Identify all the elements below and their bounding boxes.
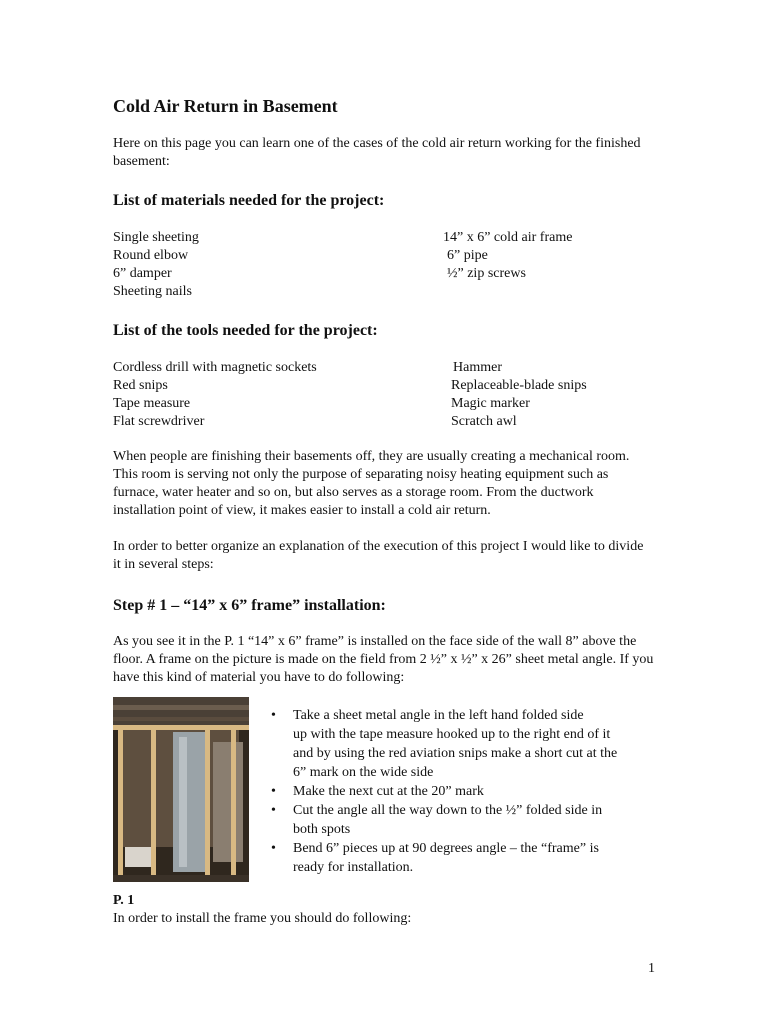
tools-heading: List of the tools needed for the project: xyxy=(113,322,378,339)
material-item: 6” pipe xyxy=(447,248,488,263)
tool-item: Magic marker xyxy=(451,396,530,411)
tool-item: Flat screwdriver xyxy=(113,414,205,429)
material-item: 14” x 6” cold air frame xyxy=(443,230,573,245)
tool-item: Hammer xyxy=(453,360,502,375)
step1-next-instruction: In order to install the frame you should do following: xyxy=(113,911,412,926)
step1-paragraph: As you see it in the P. 1 “14” x 6” frame” is installed on the face side of the wall 8” above the floor. A frame on the picture is made on the field from 2 ½” x ½” x 26” sheet metal angle. If you have this kind of material you have to do following: xyxy=(113,634,654,685)
materials-heading: List of materials needed for the project: xyxy=(113,192,385,209)
tool-item: Cordless drill with magnetic sockets xyxy=(113,360,317,375)
basement-frame-photo xyxy=(113,697,249,882)
intro-paragraph: Here on this page you can learn one of the cases of the cold air return working for the finished basement: xyxy=(113,136,641,169)
material-item: ½” zip screws xyxy=(447,266,526,281)
step1-instructions-list xyxy=(271,706,663,877)
tool-item: Tape measure xyxy=(113,396,191,411)
material-item: Single sheeting xyxy=(113,230,199,245)
bullet-icon: • xyxy=(271,803,276,818)
list-item: • Take a sheet metal angle in the left hand folded side up with the tape measure hooked up to the right end of it and by using the red aviation snips make a short cut at the 6” mark on the wide side xyxy=(271,708,618,780)
material-item: Round elbow xyxy=(113,248,189,263)
materials-left-column xyxy=(113,229,199,301)
tools-right-column xyxy=(451,359,587,431)
tool-item: Scratch awl xyxy=(451,414,517,429)
bullet-icon: • xyxy=(271,841,276,856)
list-item: • Make the next cut at the 20” mark xyxy=(271,784,484,799)
material-item: 6” damper xyxy=(113,266,172,281)
page-title: Cold Air Return in Basement xyxy=(113,96,338,116)
body-paragraph-steps: In order to better organize an explanation of the execution of this project I would like to divide it in several steps: xyxy=(113,539,644,572)
page-number: 1 xyxy=(648,961,655,976)
figure-caption: P. 1 xyxy=(113,893,135,908)
material-item: Sheeting nails xyxy=(113,284,192,299)
body-paragraph-mechanical-room: When people are finishing their basements off, they are usually creating a mechanical room. This room is serving not only the purpose of separating noisy heating equipment such as furnace, water heater and so on, but also serves as a storage room. From the ductwork installation point of view, it makes easier to install a cold air return. xyxy=(113,449,630,518)
list-item: • Cut the angle all the way down to the ½” folded side in both spots xyxy=(271,803,603,837)
list-item: • Bend 6” pieces up at 90 degrees angle – the “frame” is ready for installation. xyxy=(271,841,599,875)
tools-left-column xyxy=(113,359,317,431)
tool-item: Red snips xyxy=(113,378,168,393)
bullet-icon: • xyxy=(271,708,276,723)
tool-item: Replaceable-blade snips xyxy=(451,378,587,393)
bullet-icon: • xyxy=(271,784,276,799)
materials-right-column xyxy=(443,229,572,283)
step1-heading: Step # 1 – “14” x 6” frame” installation: xyxy=(113,597,386,614)
